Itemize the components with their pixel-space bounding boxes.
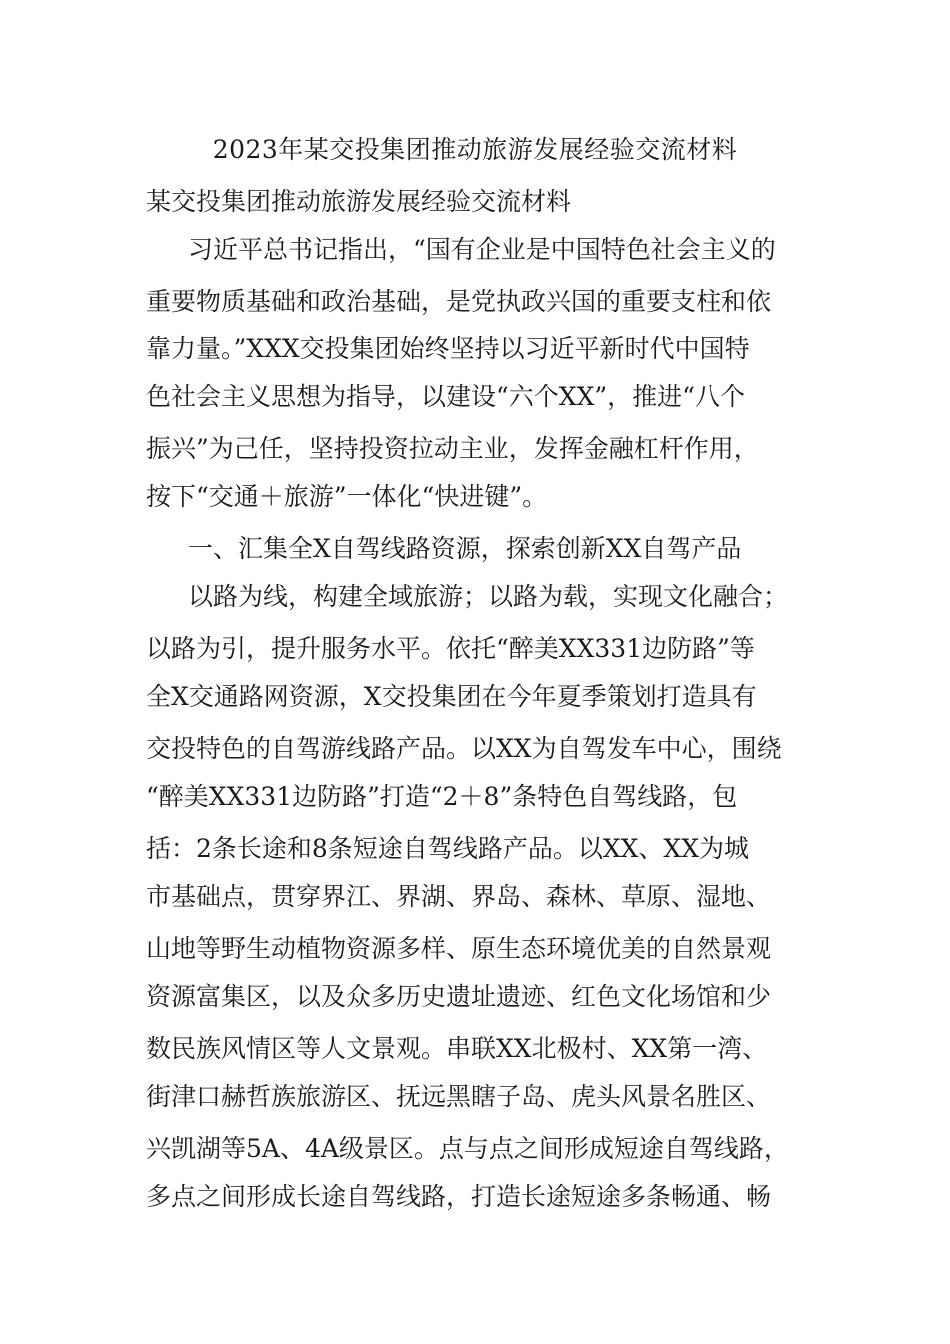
paragraph-line: 括：2条长途和8条短途自驾线路产品。以XX、XX为城	[146, 834, 750, 863]
paragraph-line: “醉美XX331边防路”打造“2＋8”条特色自驾线路，包	[146, 782, 738, 811]
paragraph-line: 山地等野生动植物资源多样、原生态环境优美的自然景观	[146, 934, 772, 963]
paragraph-line: 数民族风情区等人文景观。串联XX北极村、XX第一湾、	[146, 1034, 768, 1063]
paragraph-line: 多点之间形成长途自驾线路，打造长途短途多条畅通、畅	[146, 1182, 772, 1211]
paragraph-line: 振兴”为己任，坚持投资拉动主业，发挥金融杠杆作用，	[146, 434, 759, 463]
paragraph-line: 市基础点，贯穿界江、界湖、界岛、森林、草原、湿地、	[146, 882, 772, 911]
paragraph-line: 以路为引，提升服务水平。依托“醉美XX331边防路”等	[146, 634, 755, 663]
paragraph-line: 色社会主义思想为指导，以建设“六个XX”，推进“八个	[146, 382, 745, 411]
paragraph-line: 交投特色的自驾游线路产品。以XX为自驾发车中心，围绕	[146, 734, 782, 763]
paragraph-line: 以路为线，构建全域旅游；以路为载，实现文化融合；	[188, 582, 789, 611]
paragraph-line: 靠力量。”XXX交投集团始终坚持以习近平新时代中国特	[146, 334, 750, 363]
paragraph-line: 兴凯湖等5A、4A级景区。点与点之间形成短途自驾线路，	[146, 1134, 789, 1163]
paragraph-line: 资源富集区，以及众多历史遗址遗迹、红色文化场馆和少	[146, 982, 772, 1011]
paragraph-line: 街津口赫哲族旅游区、抚远黑瞎子岛、虎头风景名胜区、	[146, 1082, 772, 1111]
document-subtitle: 某交投集团推动旅游发展经验交流材料	[146, 187, 572, 216]
paragraph-line: 重要物质基础和政治基础，是党执政兴国的重要支柱和依	[146, 287, 772, 316]
paragraph-line: 全X交通路网资源，X交投集团在今年夏季策划打造具有	[146, 682, 757, 711]
paragraph-line: 习近平总书记指出，“国有企业是中国特色社会主义的	[188, 235, 776, 264]
section-heading: 一、汇集全X自驾线路资源，探索创新XX自驾产品	[188, 534, 742, 563]
document-title: 2023年某交投集团推动旅游发展经验交流材料	[212, 135, 738, 164]
paragraph-line: 按下“交通＋旅游”一体化“快进键”。	[146, 482, 548, 511]
